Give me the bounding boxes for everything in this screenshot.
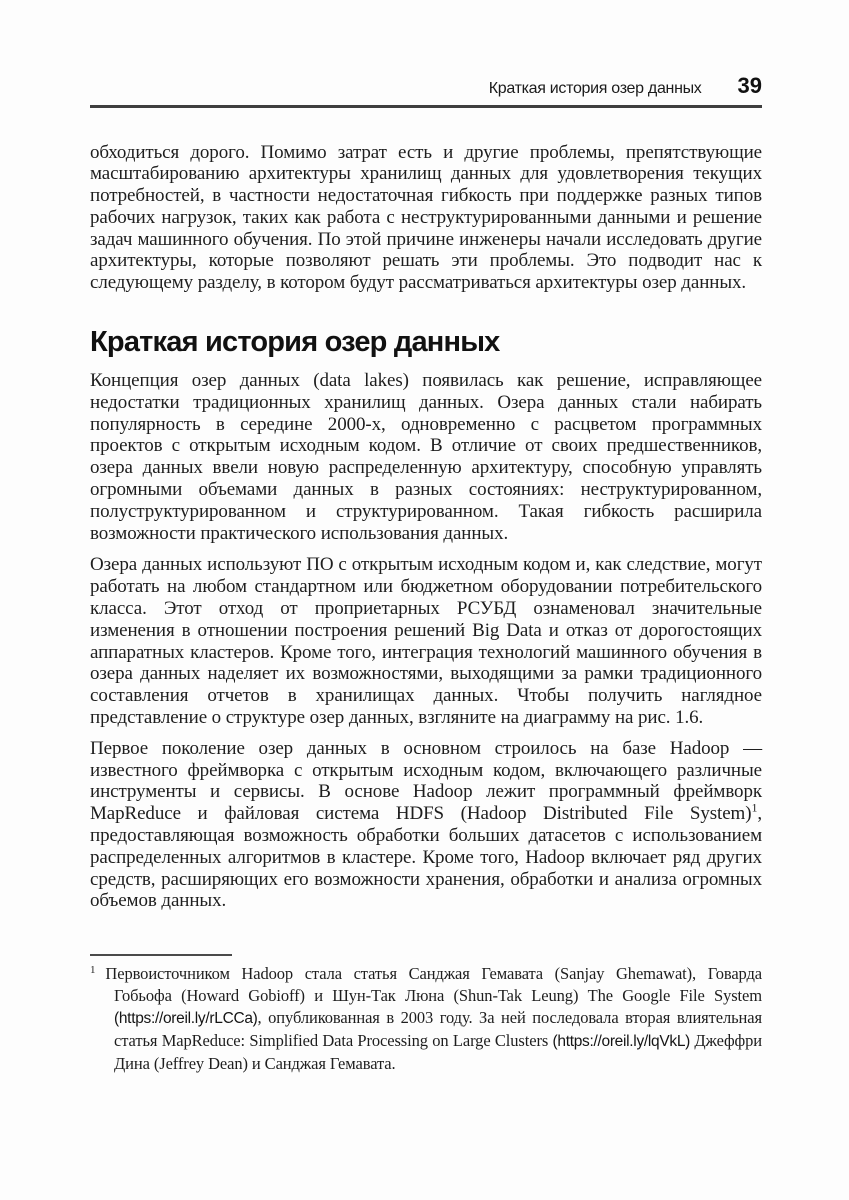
footnote-reference: 1 <box>751 800 758 815</box>
paragraph-4 <box>90 738 762 912</box>
footnote-url-2: (https://oreil.ly/lqVkL) <box>552 1033 691 1051</box>
running-head: Краткая история озер данных <box>488 80 702 97</box>
paragraph-4-text-a: Первое поколение озер данных в основном строилось на базе Hadoop — известного фреймворка с открытым исходным кодом, включающего различные инструменты и сервисы. В основе Hadoop лежит программный фреймворк MapReduce и файловая система HDFS (Hadoop Distributed File System) <box>90 737 762 825</box>
section-heading: Краткая история озер данных <box>90 326 500 359</box>
footnote <box>90 963 762 1075</box>
paragraph-3: Озера данных используют ПО с открытым исходным кодом и, как следствие, могут работать на любом стандартном или бюджетном оборудовании потребительского класса. Этот отход от проприетарных РСУБД ознаменовал значительные изменения в отношении построения решений Big Data и отказ от дорогостоящих аппаратных кластеров. Кроме того, интеграция технологий машинного обучения в озера данных наделяет их возможностями, выходящими за рамки традиционного составления отчетов в хранилищах данных. Чтобы получить наглядное представление о структуре озер данных, взгляните на диаграмму на рис. 1.6. <box>90 554 762 729</box>
running-head-row <box>90 73 762 99</box>
footnote-text-3: Джеффри Дина (Jeffrey Dean) и Санджая Гемавата. <box>114 1031 762 1074</box>
header-rule <box>90 105 762 108</box>
footnote-marker: 1 <box>90 963 96 976</box>
footnote-rule <box>90 954 232 956</box>
footnote-url-1: (https://oreil.ly/rLCCa) <box>114 1010 258 1028</box>
paragraph-4-text-b: , предоставляющая возможность обработки больших датасетов с использованием распределенных алгоритмов в кластере. Кроме того, Hadoop включает ряд других средств, расширяющих его возможности хранения, обработки и анализа огромных объемов данных. <box>90 803 762 912</box>
footnote-text-1: Первоисточником Hadoop стала статья Санджая Гемавата (Sanjay Ghemawat), Говарда Гобьофа (Howard Gobioff) и Шун-Так Люна (Shun-Tak Leung) The Google File System <box>105 964 762 1006</box>
paragraph-2: Концепция озер данных (data lakes) появилась как решение, исправляющее недостатки традиционных хранилищ данных. Озера данных стали набирать популярность в середине 2000-х, одновременно с расцветом программных проектов с открытым исходным кодом. В отличие от своих предшественников, озера данных ввели новую распределенную архитектуру, способную управлять огромными объемами данных в разных состояниях: неструктурированном, полуструктурированном и структурированном. Такая гибкость расширила возможности практического использования данных. <box>90 370 762 544</box>
footnote-text-2: , опубликованная в 2003 году. За ней последовала вторая влиятельная статья MapReduce: Simplified Data Processing on Large Clusters <box>114 1008 762 1051</box>
page-number: 39 <box>737 73 762 98</box>
page-body <box>90 142 762 913</box>
footnote-area <box>90 954 762 1075</box>
paragraph-1: обходиться дорого. Помимо затрат есть и другие проблемы, препятствующие масштабированию архитектуры хранилищ данных для удовлетворения текущих потребностей, в частности недостаточная гибкость при поддержке разных типов рабочих нагрузок, таких как работа с неструктурированными данными и решение задач машинного обучения. По этой причине инженеры начали исследовать другие архитектуры, которые позволяют решать эти проблемы. Это подводит нас к следующему разделу, в котором будут рассматриваться архитектуры озер данных. <box>90 141 762 294</box>
page-header <box>90 73 762 108</box>
